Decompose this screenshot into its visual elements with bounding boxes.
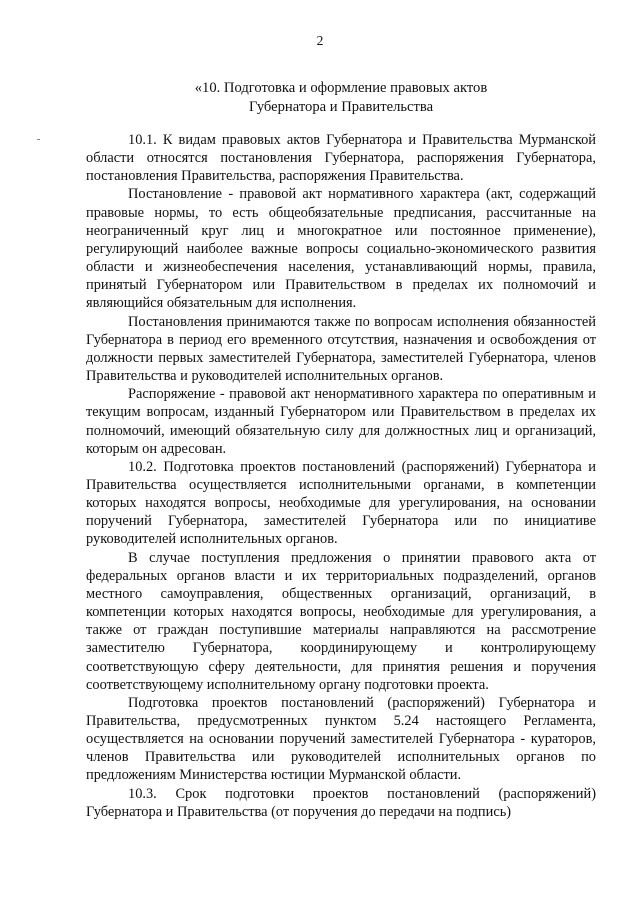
document-body: [86, 131, 596, 821]
paragraph-10-2: 10.2. Подготовка проектов постановлений (распоряжений) Губернатора и Правительства осуществляется исполнительными органами, в компетенции которых находятся вопросы, необходимые для урегулирования, на основании поручений Губернатора, заместителей Губернатора или по инициативе руководителей исполнительных органов.: [86, 458, 596, 548]
section-heading: [86, 79, 596, 116]
paragraph-10-1: 10.1. К видам правовых актов Губернатора и Правительства Мурманской области относятся постановления Губернатора, распоряжения Губернатора, постановления Правительства, распоряжения Правительства.: [86, 132, 596, 185]
paragraph-rasporyazhenie-definition: Распоряжение - правовой акт ненормативного характера по оперативным и текущим вопросам, изданный Губернатором или Правительством в пределах их полномочий, имеющий обязательную силу для должностных лиц и организаций, которым он адресован.: [86, 386, 596, 457]
paragraph-postanovleniya-scope: Постановления принимаются также по вопросам исполнения обязанностей Губернатора в период его временного отсутствия, назначения и освобождения от должности первых заместителей Губернатора, заместителей Губернатора, членов Правительства и руководителей исполнительных органов.: [86, 313, 596, 385]
section-heading-line-1: «10. Подготовка и оформление правовых актов: [194, 80, 488, 96]
paragraph-postanovlenie-definition: Постановление - правовой акт нормативного характера (акт, содержащий правовые нормы, то есть общеобязательные предписания, рассчитанные на неограниченный круг лиц и многократное или постоянное применение), регулирующий наиболее важные вопросы социально-экономического развития области и жизнеобеспечения населения, устанавливающий нормы, правила, принятый Губернатором или Правительством в пределах их полномочий и являющийся обязательным для исполнения.: [86, 186, 596, 312]
paragraph-reglament-5-24: Подготовка проектов постановлений (распоряжений) Губернатора и Правительства, предусмотренных пунктом 5.24 настоящего Регламента, осуществляется на основании поручений заместителей Губернатора - кураторов, членов Правительства или руководителей исполнительных органов по предложениям Министерства юстиции Мурманской области.: [86, 694, 596, 784]
scan-edge-mark: [37, 139, 40, 140]
page-number: 2: [316, 33, 324, 48]
section-heading-line-2: Губернатора и Правительства: [248, 98, 434, 115]
paragraph-10-3: 10.3. Срок подготовки проектов постановлений (распоряжений) Губернатора и Правительства (от поручения до передачи на подпись): [86, 785, 596, 820]
paragraph-external-proposals: В случае поступления предложения о принятии правового акта от федеральных органов власти и их территориальных подразделений, органов местного самоуправления, общественных организаций, организаций, в компетенции которых находятся вопросы, необходимые для урегулирования, а также от граждан поступившие материалы направляются на рассмотрение заместителю Губернатора, координирующему и контролирующему соответствующую сферу деятельности, для принятия решения и поручения соответствующему исполнительному органу подготовки проекта.: [86, 549, 596, 693]
